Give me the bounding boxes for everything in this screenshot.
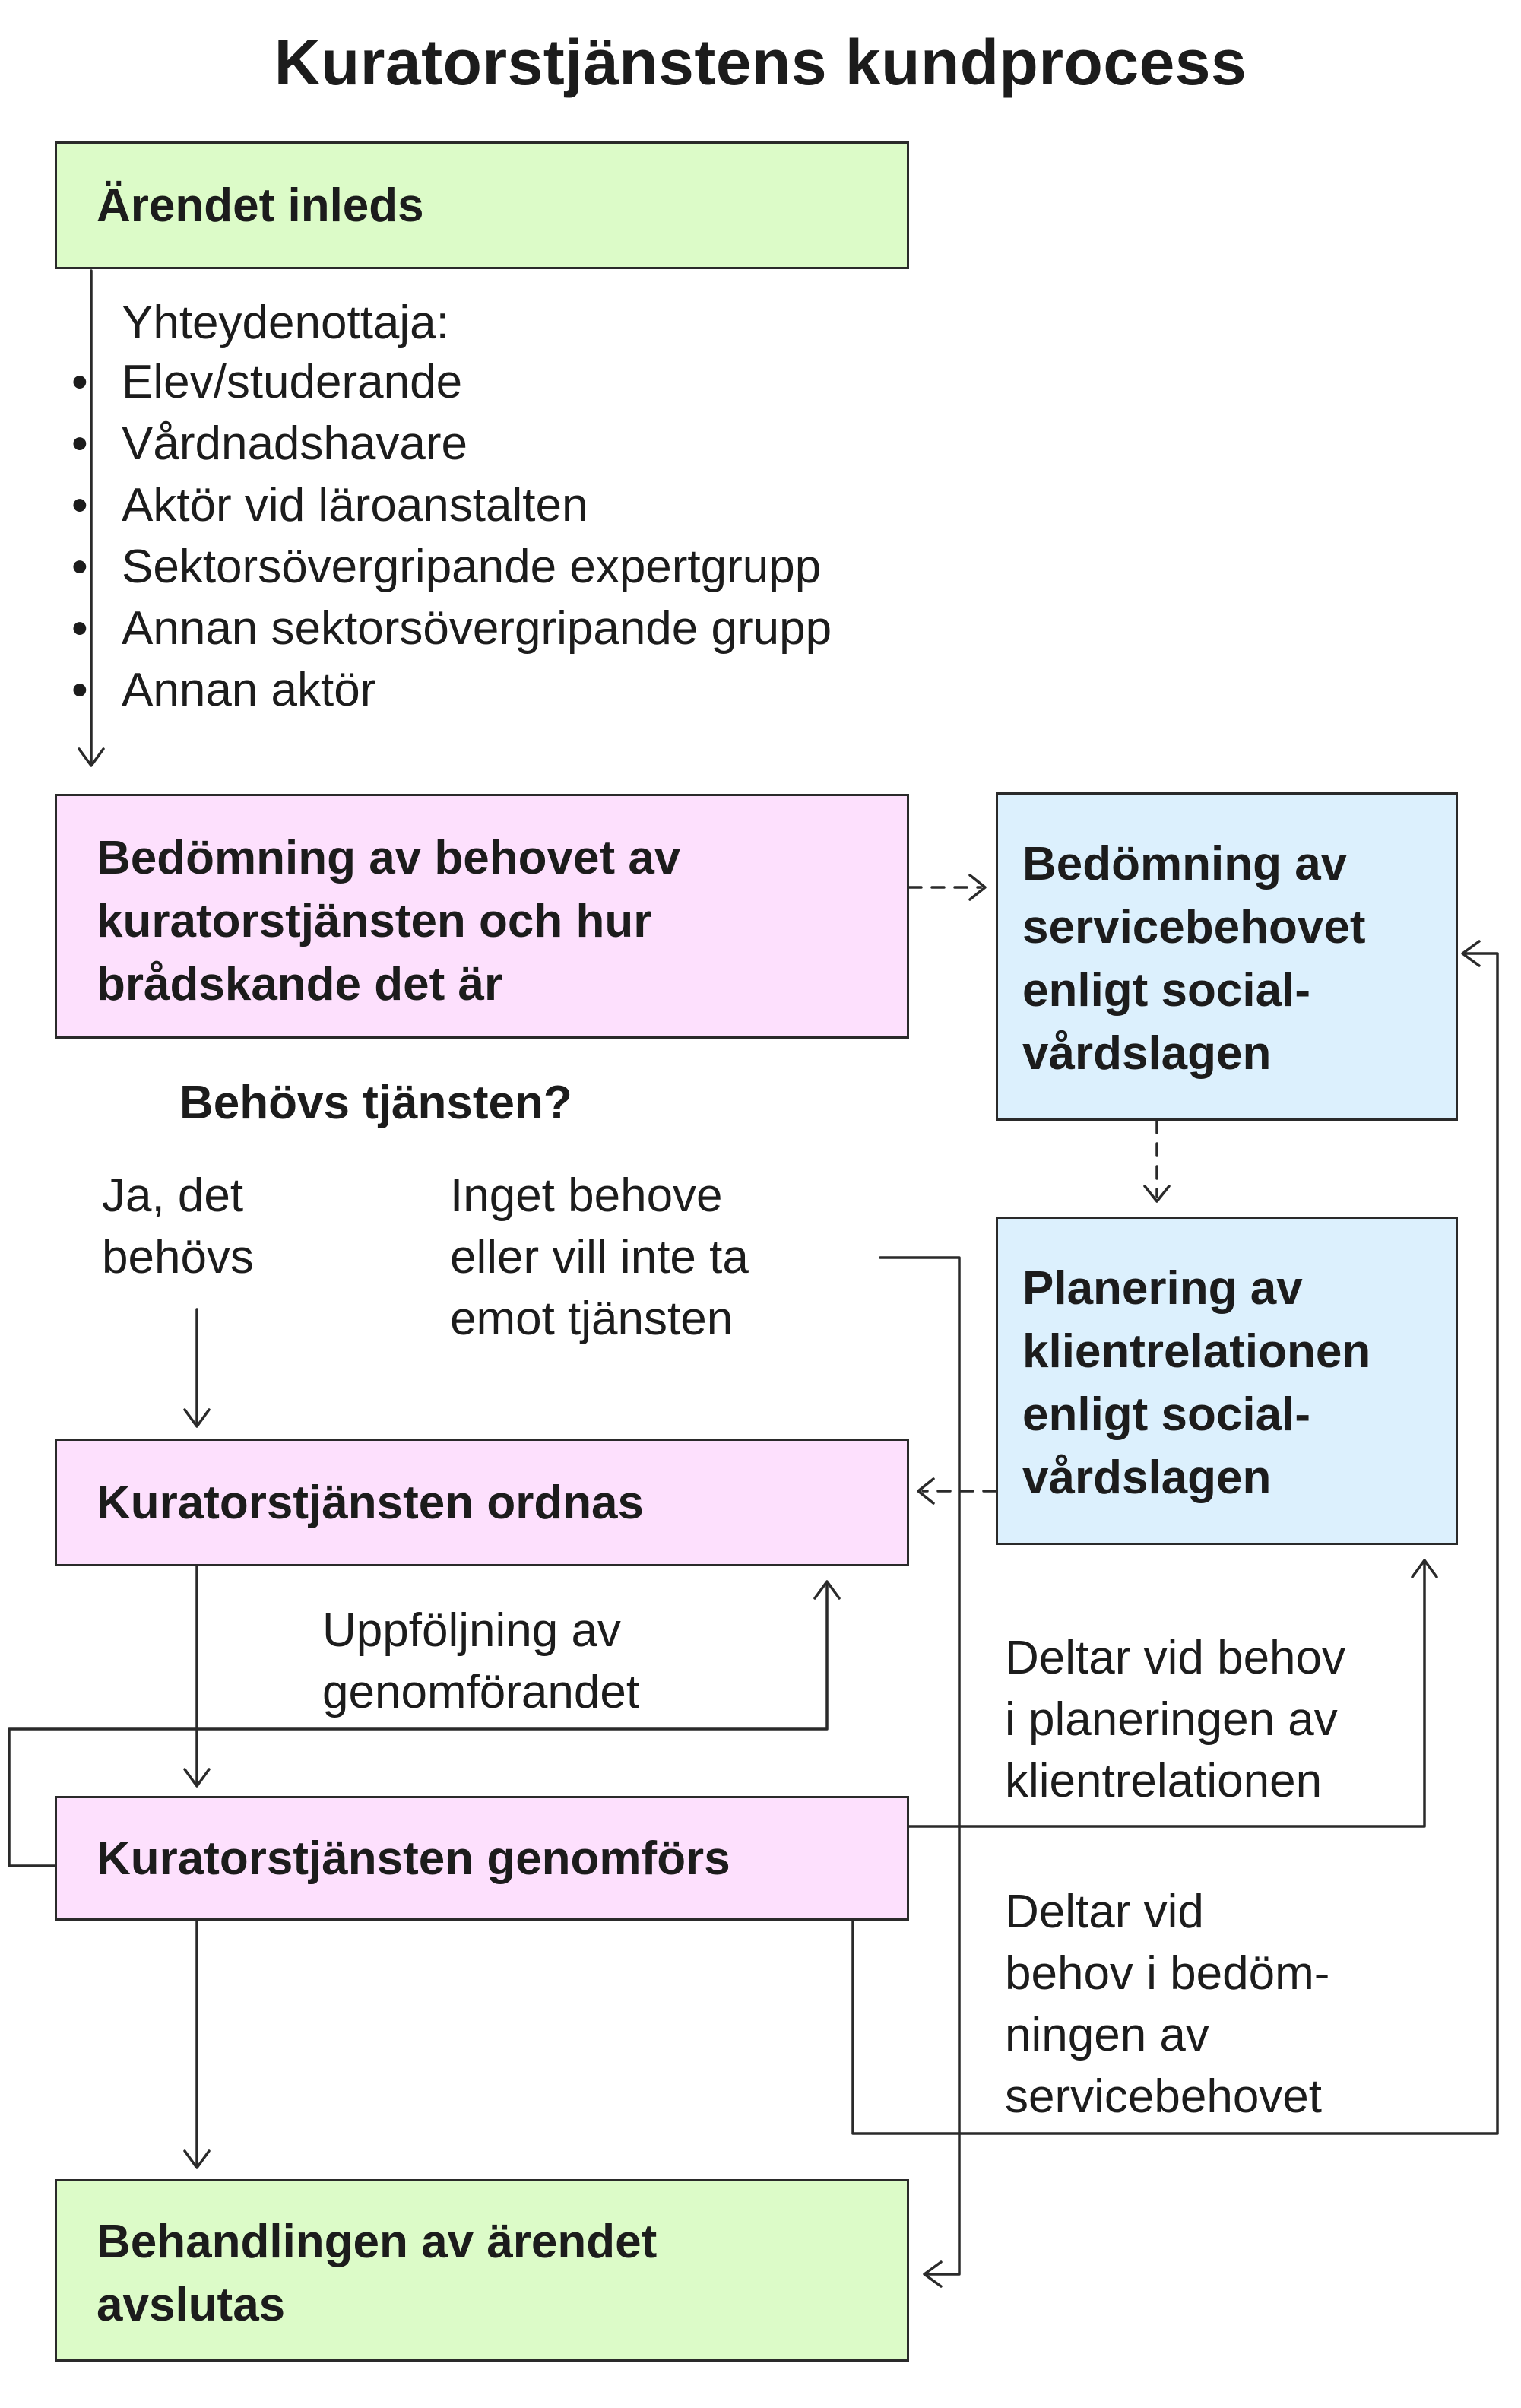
arrow-yes-to-arranged <box>185 1309 209 1426</box>
diagram-title: Kuratorstjänstens kundprocess <box>274 27 1247 98</box>
implemented-box-label: Kuratorstjänsten genomförs <box>97 1832 730 1885</box>
list-item: • Aktör vid läroanstalten <box>122 474 832 536</box>
arranged-box <box>55 1439 909 1566</box>
list-item: • Elev/studerande <box>122 351 832 413</box>
closed-box <box>55 2179 909 2362</box>
assessment-box-label: Bedömning av behovet av kuratorstjänsten och hur brådskande det är <box>97 832 681 1010</box>
service-need-box-label: Bedömning av servicebehovet enligt social- vårdslagen <box>1022 838 1366 1080</box>
arrow-arranged-to-implemented <box>185 1566 209 1786</box>
yes-label: Ja, det behövs <box>102 1169 254 1283</box>
contacts-heading: Yhteydenottaja: <box>122 297 449 349</box>
question-label: Behövs tjänsten? <box>179 1077 572 1129</box>
implemented-box <box>55 1796 909 1921</box>
planning-box <box>996 1217 1458 1545</box>
list-item: • Sektorsövergripande expertgrupp <box>122 536 832 598</box>
participates-assessment-label: Deltar vid behov i bedöm- ningen av servicebehovet <box>1005 1886 1330 2123</box>
list-item: • Vårdnadshavare <box>122 413 832 474</box>
start-box <box>55 141 909 269</box>
followup-label: Uppföljning av genomförandet <box>322 1604 640 1718</box>
participates-planning-label: Deltar vid behov i planeringen av klientrelationen <box>1005 1632 1346 1807</box>
no-label: Inget behove eller vill inte ta emot tjänsten <box>450 1169 749 1345</box>
arranged-box-label: Kuratorstjänsten ordnas <box>97 1477 645 1529</box>
start-box-label: Ärendet inleds <box>97 179 424 232</box>
closed-box-label: Behandlingen av ärendet avslutas <box>97 2216 658 2331</box>
assessment-box <box>55 794 909 1039</box>
service-need-box <box>996 792 1458 1121</box>
planning-box-label: Planering av klientrelationen enligt social- vårdslagen <box>1022 1262 1371 1504</box>
arrow-no-to-closed <box>880 1258 959 2286</box>
arrow-implemented-to-closed <box>185 1921 209 2168</box>
list-item: • Annan aktör <box>122 659 832 721</box>
list-item: • Annan sektorsövergripande grupp <box>122 598 832 659</box>
contacts-list <box>122 351 832 721</box>
